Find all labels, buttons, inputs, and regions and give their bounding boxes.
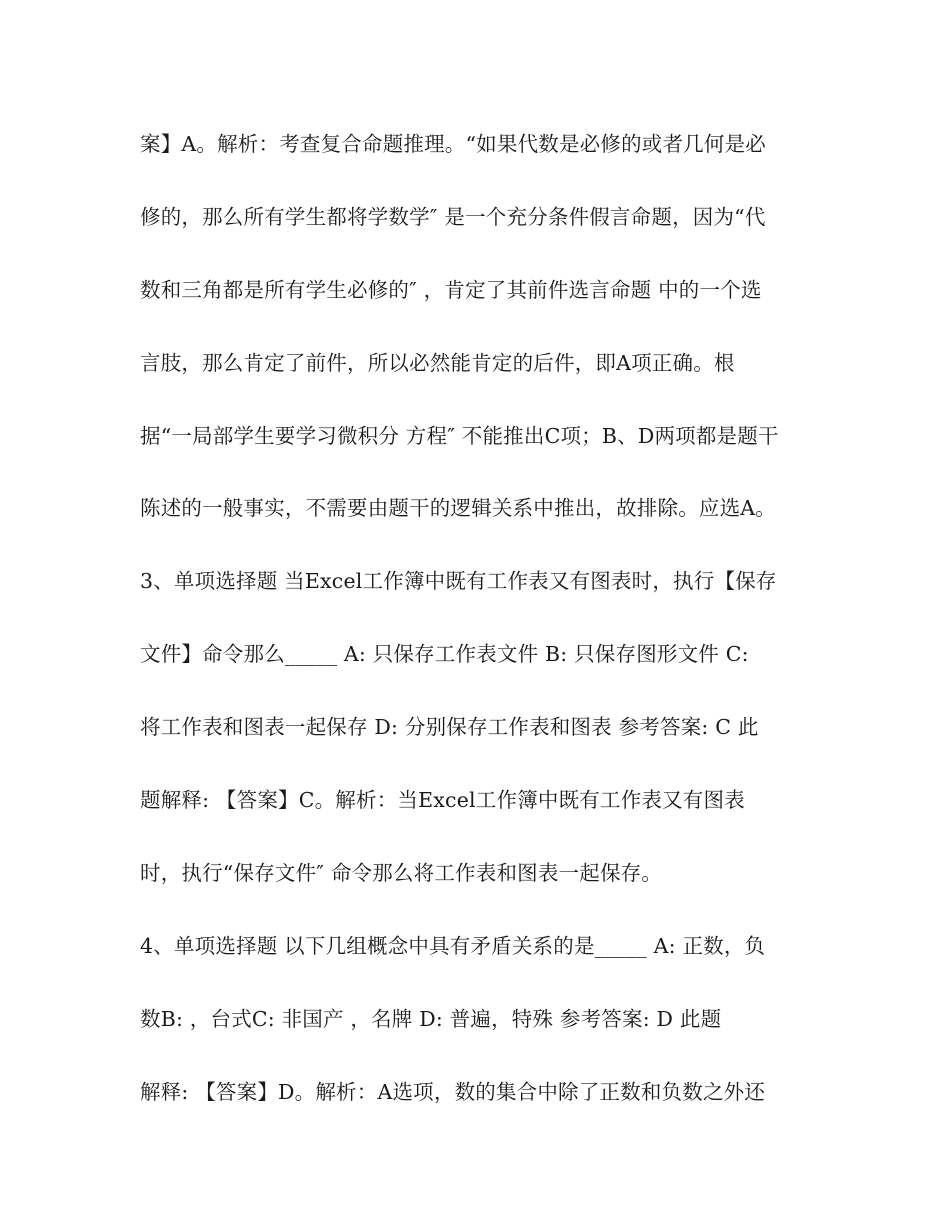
- text-line: 文件】命令那么_____ A: 只保存工作表文件 B: 只保存图形文件 C:: [140, 642, 749, 667]
- text-line: 案】A。解析：考查复合命题推理。“如果代数是必修的或者几何是必: [140, 132, 766, 156]
- text-line: 将工作表和图表一起保存 D: 分别保存工作表和图表 参考答案: C 此: [140, 715, 759, 740]
- text-line: 题解释: 【答案】C。解析：当Excel工作簿中既有工作表又有图表: [140, 788, 745, 813]
- text-line: 时，执行“保存文件″ 命令那么将工作表和图表一起保存。: [140, 860, 663, 885]
- text-line: 言肢，那么肯定了前件，所以必然能肯定的后件，即A项正确。根: [140, 350, 735, 375]
- question-4-line: 4、单项选择题 以下几组概念中具有矛盾关系的是_____ A: 正数，负: [140, 933, 766, 958]
- text-line: 数B: ，台式C: 非国产 ，名牌 D: 普遍，特殊 参考答案: D 此题: [140, 1006, 722, 1031]
- text-line: 据“一局部学生要学习微积分 方程″ 不能推出C项；B、D两项都是题干: [140, 423, 779, 448]
- text-line: 解释: 【答案】D。解析：A选项，数的集合中除了正数和负数之外还: [140, 1079, 766, 1104]
- text-line: 陈述的一般事实，不需要由题干的逻辑关系中推出，故排除。应选A。: [140, 496, 777, 521]
- document-body: [140, 124, 810, 1144]
- question-3-line: 3、单项选择题 当Excel工作簿中既有工作表又有图表时，执行【保存: [140, 569, 777, 594]
- text-line: 修的，那么所有学生都将学数学″ 是一个充分条件假言命题，因为“代: [140, 204, 766, 229]
- text-line: 数和三角都是所有学生必修的″ ，肯定了其前件选言命题 中的一个选: [140, 277, 762, 302]
